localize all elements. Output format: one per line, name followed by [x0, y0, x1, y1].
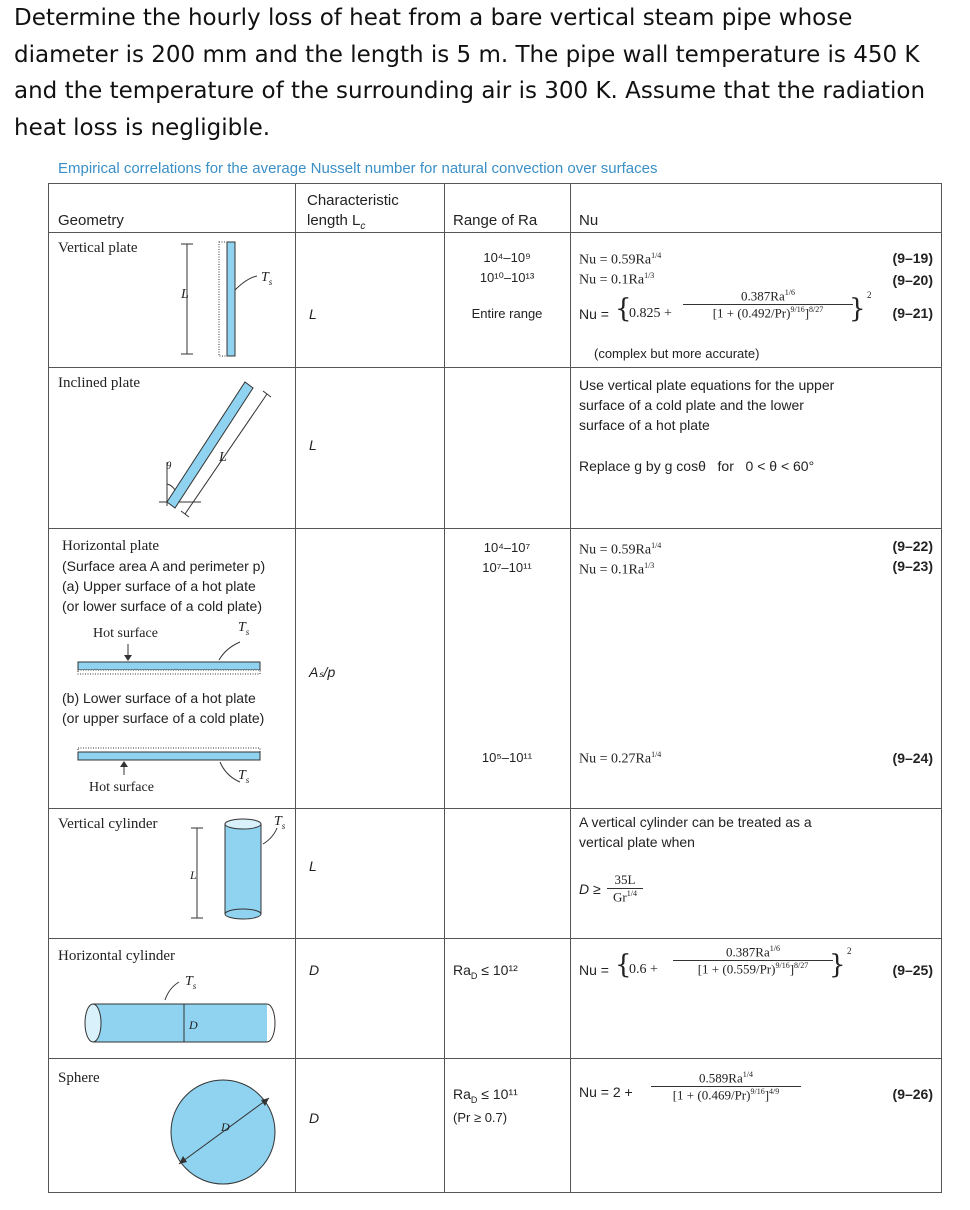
vertical-plate-eq1: $Nu = 0.59Ra^{1/4}$	[579, 251, 662, 268]
horizontal-cylinder-range: $Ra_D \le 10^{12}$	[453, 962, 518, 981]
sphere-name: Sphere	[58, 1070, 100, 1086]
inclined-plate-L-label: L	[219, 450, 227, 465]
eq-number: (9–22)	[892, 538, 933, 554]
vertical-plate-eq3-lhs: Nu =	[579, 306, 609, 322]
vertical-plate-eq3-a: 0.825 +	[629, 306, 672, 321]
horizontal-plate-range-1: 10⁴–10⁷	[483, 540, 531, 555]
eq-number: (9–23)	[892, 558, 933, 574]
vertical-plate-eq2: $Nu = 0.1Ra^{1/3}$	[579, 271, 655, 288]
vertical-cylinder-name: Vertical cylinder	[58, 816, 158, 832]
header-char-length-1: Characteristic	[307, 192, 399, 209]
horizontal-plate-length: Aₛ/p	[309, 664, 336, 680]
theta-label: θ	[166, 460, 172, 472]
eq-number: (9–24)	[892, 750, 933, 766]
vertical-plate-eq3-fraction: $\frac{0.387Ra^{1/6}}{[1 + (0.492/Pr)^{9/16}]^{8/27}}$	[683, 288, 853, 322]
horizontal-plate-range-2: 10⁷–10¹¹	[482, 560, 532, 575]
problem-statement: Determine the hourly loss of heat from a bare vertical steam pipe whose diameter is 200 mm and the length is 5 m. The pipe wall temperature is 450 K and the temperature of the surrounding air is 300 K. Assume that the radiation heat loss is negligible.	[14, 5, 926, 141]
inclined-text-3: surface of a hot plate	[579, 417, 710, 433]
horizontal-cylinder-name: Horizontal cylinder	[58, 948, 176, 964]
horizontal-plate-sub5: (or upper surface of a cold plate)	[62, 710, 265, 726]
sphere-D-label: D	[221, 1120, 230, 1134]
eq-number: (9–26)	[892, 1086, 933, 1102]
correlation-table	[48, 183, 942, 1193]
hot-surface-label: Hot surface	[93, 626, 158, 641]
inclined-text-1: Use vertical plate equations for the upper	[579, 377, 835, 393]
inclined-text-2: surface of a cold plate and the lower	[579, 397, 804, 413]
horizontal-cylinder-diagram	[79, 974, 289, 1054]
inclined-plate-length: L	[309, 437, 317, 453]
sphere-length: D	[309, 1110, 320, 1126]
horizontal-plate-Ts-label-a: $T_s$	[238, 620, 250, 637]
vertical-cylinder-cond-fraction: $\frac{35L}{Gr^{1/4}}$	[607, 872, 643, 905]
inclined-text-4: Replace g by g cosθ for 0 < θ < 60°	[579, 458, 815, 474]
hot-surface-label-b: Hot surface	[89, 780, 154, 795]
vertical-cylinder-Ts-label: $T_s$	[274, 814, 286, 831]
row-divider	[49, 1058, 941, 1059]
row-divider	[49, 938, 941, 939]
vertical-plate-length: L	[309, 306, 317, 322]
header-geometry: Geometry	[58, 212, 124, 229]
vertical-cylinder-L-label: L	[190, 868, 197, 882]
row-divider	[49, 528, 941, 529]
horizontal-plate-eq-b: $Nu = 0.27Ra^{1/4}$	[579, 750, 662, 767]
brace-open: {	[615, 950, 632, 980]
eq-number: (9–21)	[892, 305, 933, 321]
horizontal-cylinder-eq-fraction: $\frac{0.387Ra^{1/6}}{[1 + (0.559/Pr)^{9/16}]^{8/27}}$	[673, 944, 833, 978]
col-divider	[295, 184, 296, 1192]
horizontal-plate-sub3: (or lower surface of a cold plate)	[62, 598, 262, 614]
header-nu: Nu	[579, 212, 599, 229]
horizontal-plate-sub4: (b) Lower surface of a hot plate	[62, 690, 256, 706]
vertical-plate-range-1: 10⁴–10⁹	[483, 250, 531, 265]
header-char-length-2: length $L_c$	[307, 212, 366, 232]
row-divider	[49, 367, 941, 368]
horizontal-plate-eq2: $Nu = 0.1Ra^{1/3}$	[579, 561, 655, 578]
sphere-eq-fraction: $\frac{0.589Ra^{1/4}}{[1 + (0.469/Pr)^{9/16}]^{4/9}}$	[651, 1070, 801, 1104]
horizontal-cylinder-eq-a: 0.6 +	[629, 962, 658, 977]
eq-number: (9–20)	[892, 272, 933, 288]
sphere-range: $Ra_D \le 10^{11}$	[453, 1086, 518, 1105]
vertical-plate-Ts-label: $T_s$	[261, 270, 273, 287]
horizontal-plate-range-b: 10⁵–10¹¹	[481, 750, 533, 765]
horizontal-cylinder-length: D	[309, 962, 320, 978]
horizontal-plate-name: Horizontal plate	[62, 538, 160, 554]
row-divider	[49, 232, 941, 233]
col-divider	[444, 184, 445, 1192]
horizontal-plate-sub1: (Surface area A and perimeter p)	[62, 558, 266, 574]
brace-close: }	[829, 950, 846, 980]
vertical-cylinder-cond-lhs: D ≥	[579, 881, 601, 897]
eq-number: (9–19)	[892, 250, 933, 266]
horizontal-cylinder-D-label: D	[189, 1018, 198, 1032]
vertical-plate-name: Vertical plate	[58, 240, 138, 256]
row-divider	[49, 808, 941, 809]
brace-close: }	[849, 294, 866, 324]
vertical-plate-eq3-pow: 2	[867, 290, 872, 300]
horizontal-plate-Ts-label-b: $T_s$	[238, 768, 250, 785]
vertical-plate-note: (complex but more accurate)	[594, 346, 760, 361]
vertical-cylinder-text-2: vertical plate when	[579, 834, 695, 850]
horizontal-plate-eq1: $Nu = 0.59Ra^{1/4}$	[579, 541, 662, 558]
vertical-cylinder-length: L	[309, 858, 317, 874]
sphere-eq-lhs: Nu = 2 +	[579, 1084, 633, 1100]
inclined-plate-name: Inclined plate	[58, 375, 141, 391]
vertical-plate-range-2: 10¹⁰–10¹³	[479, 270, 535, 285]
horizontal-plate-sub2: (a) Upper surface of a hot plate	[62, 578, 256, 594]
eq-number: (9–25)	[892, 962, 933, 978]
sphere-range-2: (Pr ≥ 0.7)	[453, 1110, 508, 1125]
horizontal-cylinder-eq-lhs: Nu =	[579, 962, 609, 978]
horizontal-cylinder-eq-pow: 2	[847, 946, 852, 956]
vertical-plate-L-label: L	[181, 287, 189, 302]
col-divider	[570, 184, 571, 1192]
header-range: Range of Ra	[453, 212, 538, 229]
brace-open: {	[615, 294, 632, 324]
horizontal-cylinder-Ts-label: $T_s$	[185, 974, 197, 991]
vertical-cylinder-text-1: A vertical cylinder can be treated as a	[579, 814, 812, 830]
table-caption: Empirical correlations for the average Nusselt number for natural convection over surfaces	[58, 160, 658, 177]
inclined-plate-diagram	[139, 374, 279, 519]
vertical-plate-range-3: Entire range	[471, 306, 543, 321]
